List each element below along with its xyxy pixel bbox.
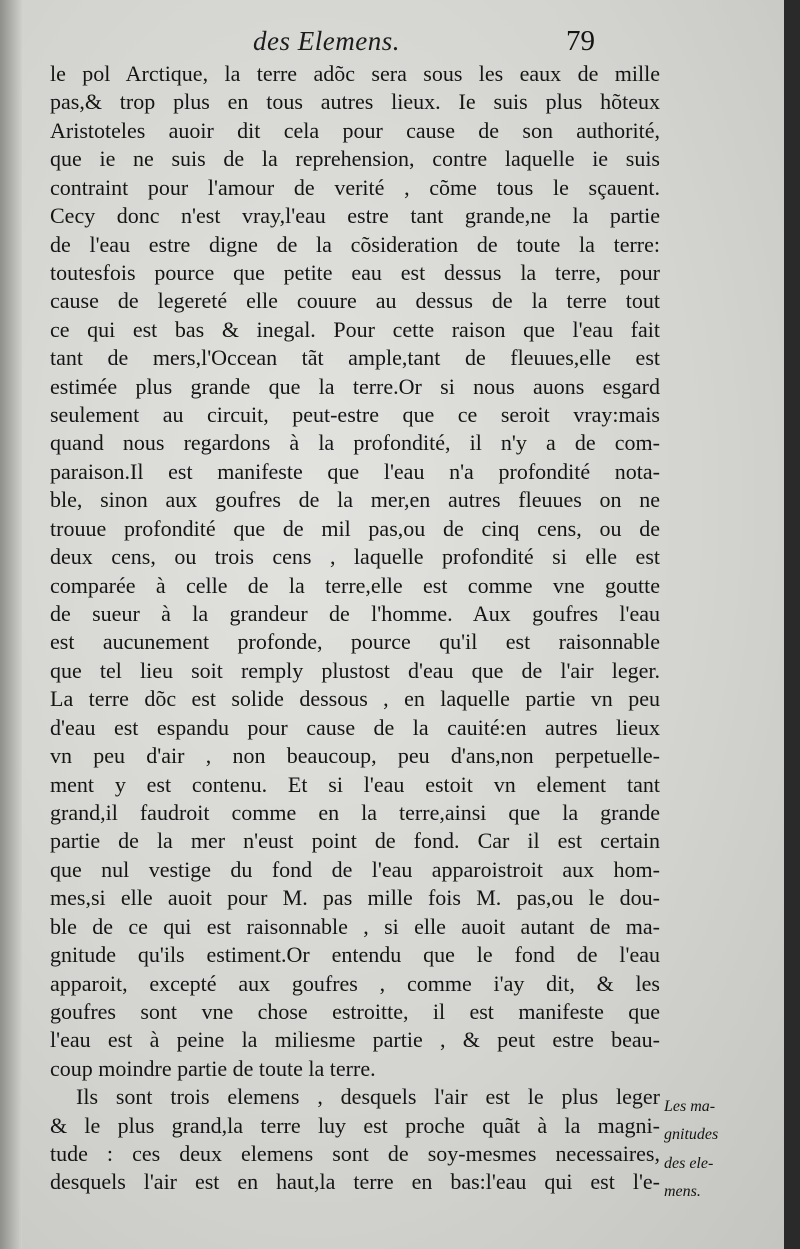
- text-line: vn peu d'air , non beaucoup, peu d'ans,non perpetuelle-: [50, 743, 660, 769]
- text-line: quand nous regardons à la profondité, il n'y a de com-: [50, 430, 660, 456]
- text-line: est aucunement profonde, pource qu'il est raisonnable: [50, 629, 660, 655]
- marginal-note-line: gnitudes: [664, 1126, 719, 1144]
- text-line: La terre dõc est solide dessous , en laquelle partie vn peu: [50, 686, 660, 712]
- text-line: de l'eau estre digne de la cõsideration de toute la terre:: [50, 231, 660, 257]
- text-line: que ie ne suis de la reprehension, contre laquelle ie suis: [50, 146, 660, 172]
- text-line: paraison.Il est manifeste que l'eau n'a profondité nota-: [50, 458, 660, 484]
- text-line: que nul vestige du fond de l'eau apparoistroit aux hom-: [50, 856, 660, 882]
- text-line: Aristoteles auoir dit cela pour cause de son authorité,: [50, 117, 660, 143]
- text-line: seulement au circuit, peut-estre que ce seroit vray:mais: [50, 402, 660, 428]
- text-line: coup moindre partie de toute la terre.: [50, 1055, 376, 1081]
- text-line: pas,& trop plus en tous autres lieux. Ie suis plus hõteux: [50, 89, 660, 115]
- text-line: d'eau est espandu pour cause de la cauité:en autres lieux: [50, 714, 660, 740]
- text-line: cause de legereté elle couure au dessus de la terre tout: [50, 288, 660, 314]
- text-line: l'eau est à peine la miliesme partie , & peut estre beau-: [50, 1027, 660, 1053]
- running-head: des Elemens.: [253, 26, 400, 56]
- marginal-note-line: des ele-: [664, 1154, 714, 1172]
- text-line: ment y est contenu. Et si l'eau estoit vn element tant: [50, 771, 660, 797]
- text-line: deux cens, ou trois cens , laquelle profondité si elle est: [50, 544, 660, 570]
- text-line: grand,il faudroit comme en la terre,ainsi que la grande: [50, 799, 660, 825]
- text-line: trouue profondité que de mil pas,ou de cinq cens, ou de: [50, 515, 660, 541]
- text-line: Ils sont trois elemens , desquels l'air est le plus leger: [76, 1084, 660, 1110]
- marginal-note: [664, 1093, 776, 1207]
- text-line: & le plus grand,la terre luy est proche quãt à la magni-: [50, 1112, 660, 1138]
- text-line: comparée à celle de la terre,elle est comme vne goutte: [50, 572, 660, 598]
- text-line: apparoit, excepté aux goufres , comme i'ay dit, & les: [50, 970, 660, 996]
- text-line: contraint pour l'amour de verité , cõme tous le sçauent.: [50, 174, 660, 200]
- text-line: mes,si elle auoit pour M. pas mille fois M. pas,ou le dou-: [50, 885, 660, 911]
- text-line: ble de ce qui est raisonnable , si elle auoit autant de ma-: [50, 913, 660, 939]
- text-line: goufres sont vne chose estroitte, il est manifeste que: [50, 998, 660, 1024]
- text-line: tude : ces deux elemens sont de soy-mesmes necessaires,: [50, 1141, 660, 1167]
- text-line: gnitude qu'ils estiment.Or entendu que le fond de l'eau: [50, 942, 660, 968]
- text-line: Cecy donc n'est vray,l'eau estre tant grande,ne la partie: [50, 203, 660, 229]
- text-line: partie de la mer n'eust point de fond. Car il est certain: [50, 828, 660, 854]
- text-line: que tel lieu soit remply plustost d'eau que de l'air leger.: [50, 657, 660, 683]
- text-line: desquels l'air est en haut,la terre en bas:l'eau qui est l'e-: [50, 1169, 660, 1195]
- marginal-note-line: Les ma-: [664, 1098, 716, 1115]
- text-line: le pol Arctique, la terre adõc sera sous les eaux de mille: [50, 61, 660, 86]
- page-header: [0, 16, 784, 56]
- text-line: tant de mers,l'Occean tãt ample,tant de fleuues,elle est: [50, 345, 660, 371]
- page-number: 79: [566, 25, 595, 57]
- text-line: ce qui est bas & inegal. Pour cette raison que l'eau fait: [50, 316, 660, 342]
- text-line: de sueur à la grandeur de l'homme. Aux goufres l'eau: [50, 601, 660, 627]
- text-line: ble, sinon aux goufres de la mer,en autres fleuues on ne: [50, 487, 660, 513]
- body-text: [50, 60, 660, 1197]
- page-gutter-shadow: [0, 0, 22, 1249]
- marginal-note-line: mens.: [664, 1183, 701, 1201]
- text-line: estimée plus grande que la terre.Or si nous auons esgard: [50, 373, 660, 399]
- text-line: toutesfois pource que petite eau est dessus la terre, pour: [50, 259, 660, 285]
